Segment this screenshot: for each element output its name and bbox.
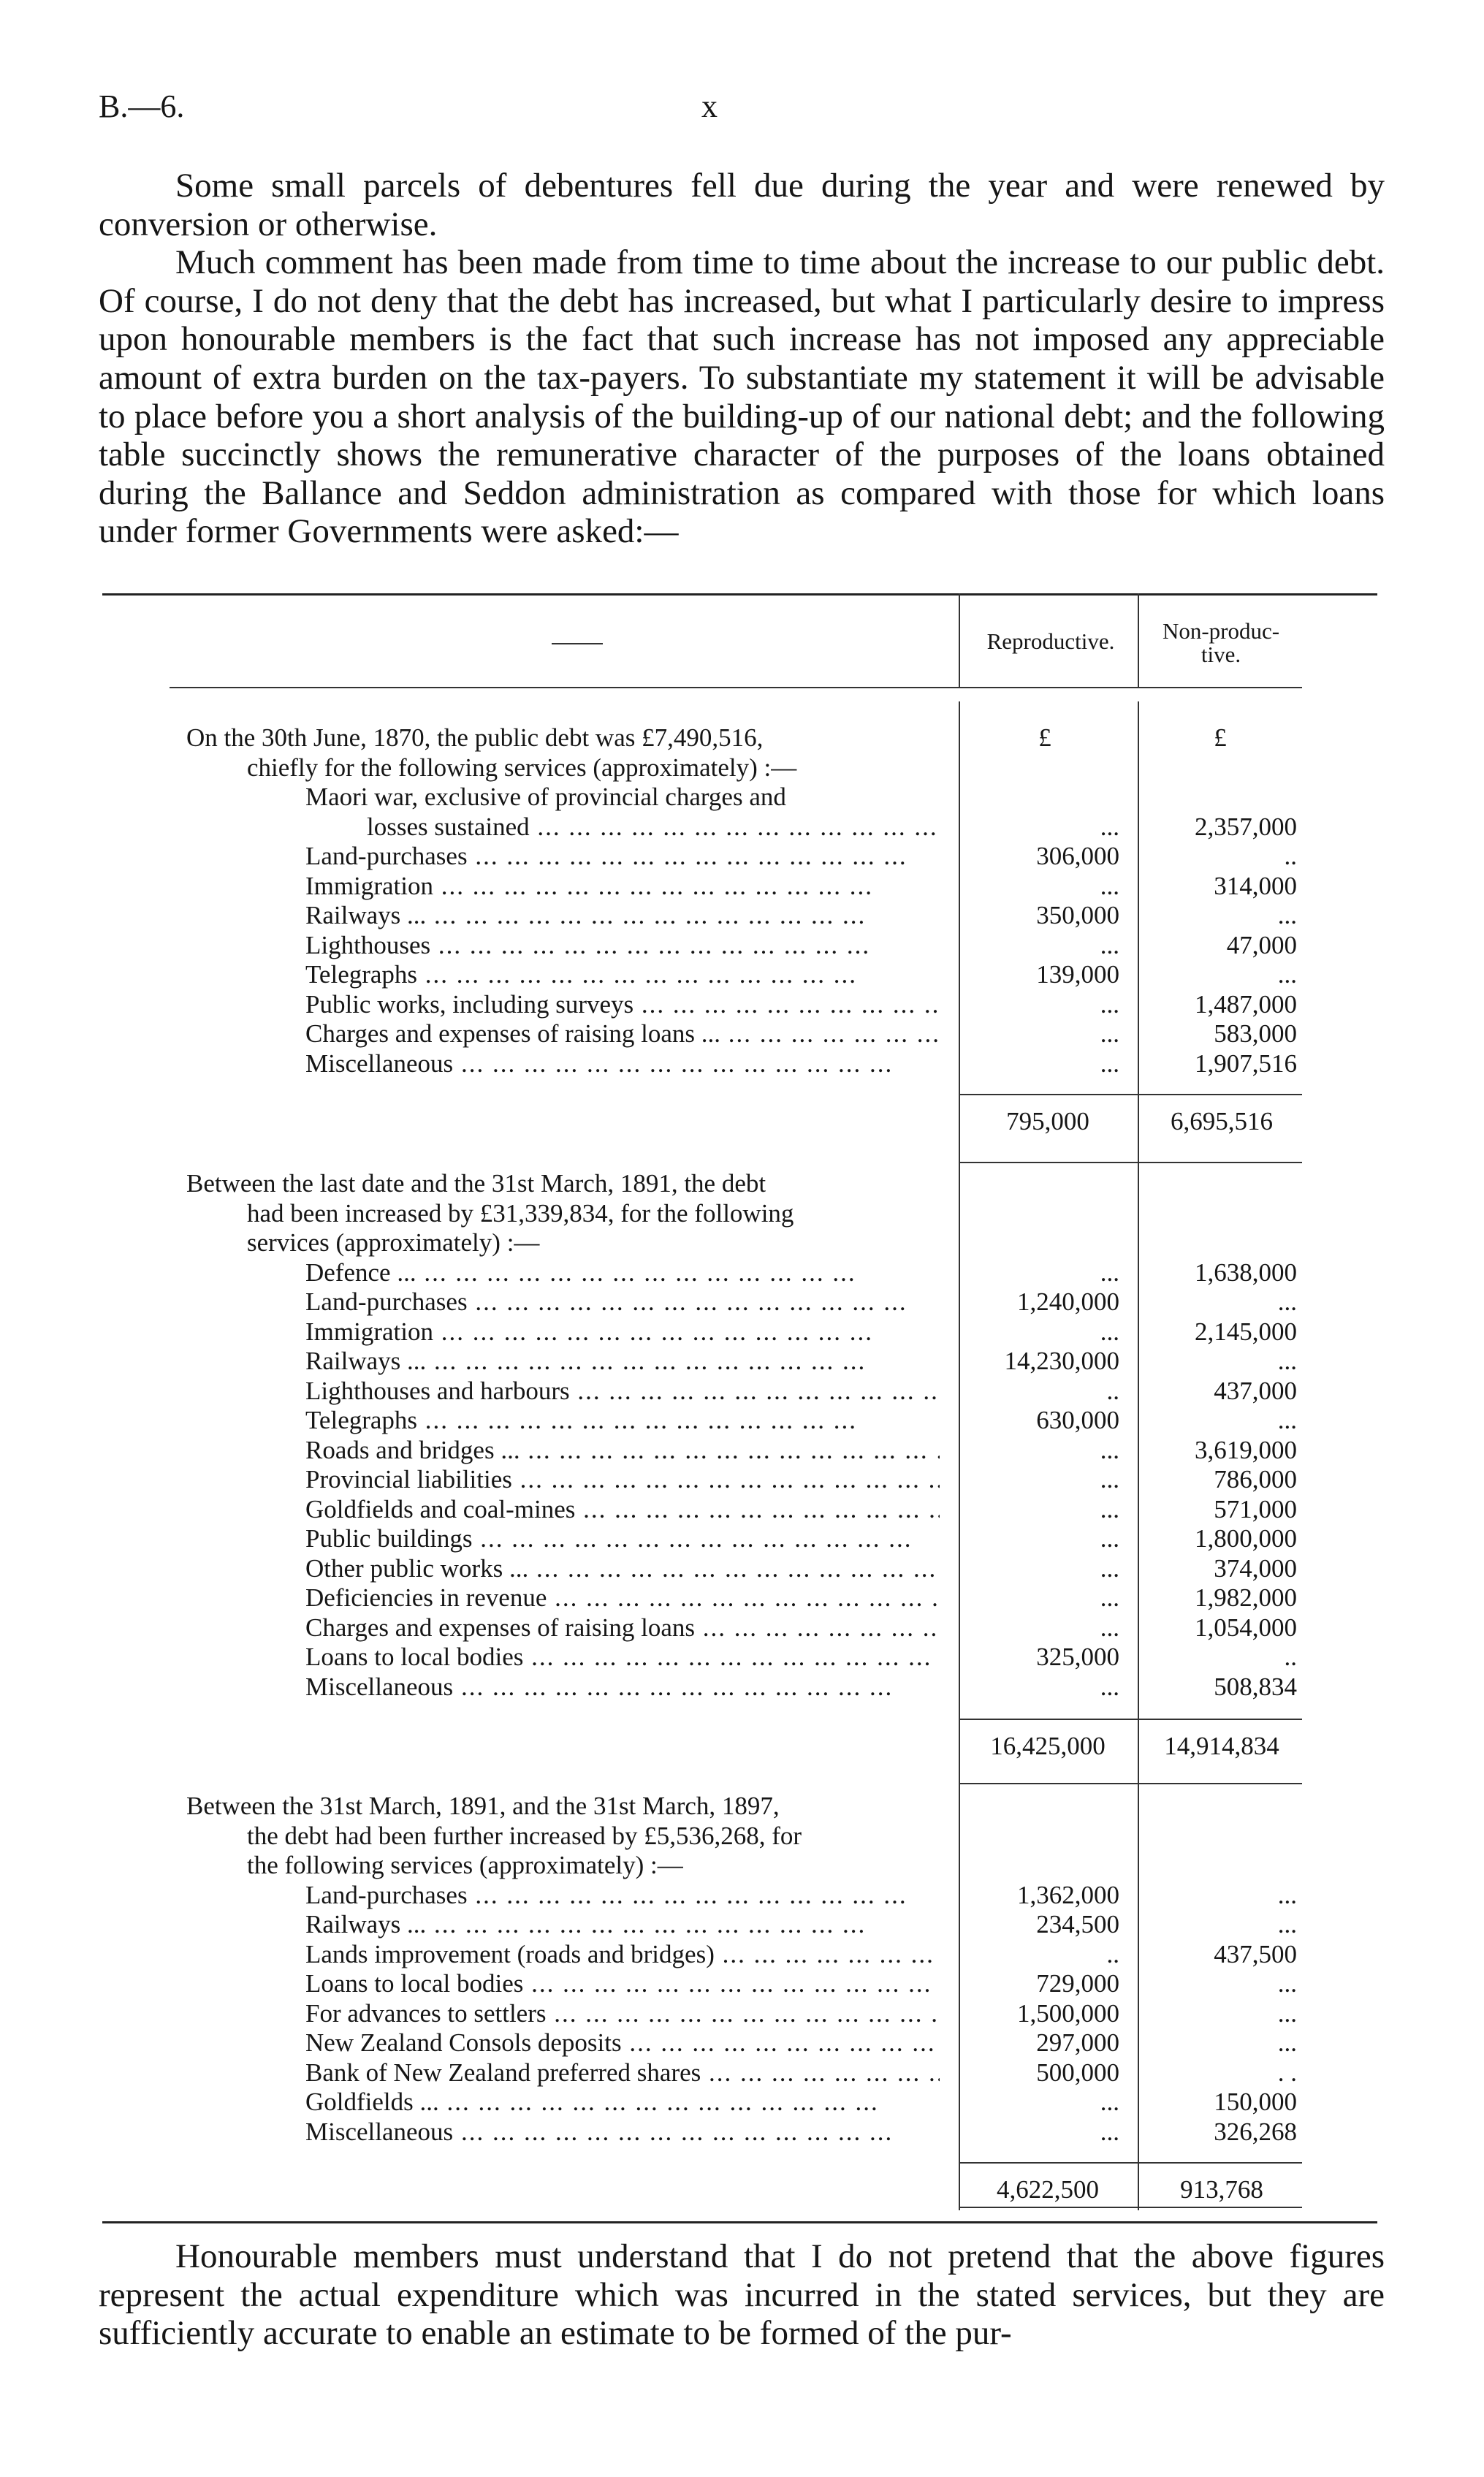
cell-non-productive: ... [1277,1287,1297,1316]
cell-non-productive: ... [1277,960,1297,989]
cell-non-productive: .. [1284,1643,1297,1671]
row-label: Land-purchases ... [305,1881,940,1911]
paragraph-closing: Honourable members must understand that I do not pretend that the above figures represent the actual expenditure which was incurred in the stated services, but they are sufficiently accurate to enable an estimate to be formed of the pur- [99,2237,1385,2353]
cell-non-productive: 571,000 [1214,1495,1297,1523]
row-label: Telegraphs ... [305,1406,940,1436]
cell-non-productive: 1,487,000 [1195,990,1297,1019]
total-underline [959,2207,1138,2208]
table-row [0,1643,1484,1673]
table-row [0,1169,1484,1199]
subtotal-rule [1138,1719,1302,1720]
page-number: x [701,88,718,124]
table-row [0,1019,1484,1049]
cell-non-productive: 1,907,516 [1195,1049,1297,1078]
subtotal-rule [1138,1094,1302,1095]
row-label: Goldfields ... ... [305,2088,940,2118]
cell-non-productive: ... [1277,2028,1297,2057]
row-label: Public works, including surveys ... [305,990,940,1020]
row-label: Loans to local bodies ... [305,1643,940,1673]
cell-non-productive: 326,268 [1214,2118,1297,2146]
column-divider [1138,593,1139,687]
cell-reproductive: ... [1100,931,1119,959]
table-row [0,1317,1484,1347]
cell-non-productive: 47,000 [1226,931,1297,959]
row-label: Provincial liabilities ... [305,1465,940,1495]
table-row [0,1881,1484,1911]
cell-reproductive: ... [1100,1436,1119,1464]
table-row [0,1851,1484,1881]
table-row [0,753,1484,783]
cell-reproductive: ... [1100,990,1119,1019]
header-underline [170,687,1302,688]
row-label: had been increased by £31,339,834, for the following [247,1199,794,1228]
table-row [0,990,1484,1020]
table-row [0,783,1484,813]
row-label: Miscellaneous ... [305,1049,940,1079]
row-label: Bank of New Zealand preferred shares ... [305,2058,940,2088]
cell-non-productive: 314,000 [1214,872,1297,900]
cell-non-productive: ... [1277,1881,1297,1909]
column-header-line: tive. [1200,642,1241,667]
row-label: New Zealand Consols deposits ... [305,2028,940,2058]
row-label: Lighthouses ... [305,931,940,961]
column-divider [959,1165,960,1788]
cell-non-productive: 437,000 [1214,1377,1297,1405]
row-label: On the 30th June, 1870, the public debt was £7,490,516, [186,723,764,752]
table-row [0,1465,1484,1495]
total-underline [1138,1162,1302,1163]
table-row [0,1377,1484,1407]
cell-reproductive: ... [1100,813,1119,841]
column-divider [1138,701,1139,1165]
table-row [0,2088,1484,2118]
row-label: Other public works ... ... [305,1554,940,1584]
row-label: services (approximately) :— [247,1228,540,1257]
cell-reproductive: ... [1100,2088,1119,2116]
table-row [0,842,1484,872]
total-underline [1138,1783,1302,1784]
cell-reproductive: ... [1100,1317,1119,1346]
table-row [0,901,1484,931]
row-label: For advances to settlers ... [305,1999,940,2029]
subtotal-rule [959,1094,1138,1095]
cell-reproductive: 350,000 [1036,901,1119,929]
cell-reproductive: ... [1100,1583,1119,1612]
cell-reproductive: 297,000 [1036,2028,1119,2057]
cell-non-productive: ... [1277,1406,1297,1434]
cell-reproductive: .. [1106,1940,1119,1968]
column-header-reproductive: Reproductive. [986,628,1115,654]
cell-non-productive: 508,834 [1214,1673,1297,1701]
cell-reproductive: ... [1100,1673,1119,1701]
table-bottom-rule [102,2221,1377,2223]
row-label: Between the last date and the 31st March, 1891, the debt [186,1169,766,1198]
table-row [0,1792,1484,1822]
total-reproductive: 795,000 [1006,1107,1089,1135]
cell-reproductive: ... [1100,1258,1119,1287]
table-row [0,1613,1484,1643]
row-label: Railways ... ... [305,1910,940,1940]
row-label: losses sustained ... [367,813,940,842]
row-label: Deficiencies in revenue ... [305,1583,940,1613]
cell-reproductive: 1,240,000 [1017,1287,1119,1316]
table-row [0,1436,1484,1466]
cell-reproductive: 729,000 [1036,1969,1119,1998]
row-label: Loans to local bodies ... [305,1969,940,1999]
cell-non-productive: .. [1284,842,1297,870]
cell-reproductive: 234,500 [1036,1910,1119,1938]
cell-reproductive: 139,000 [1036,960,1119,989]
table-row [0,2058,1484,2088]
cell-reproductive: 325,000 [1036,1643,1119,1671]
row-label: Telegraphs ... [305,960,940,990]
table-row [0,2028,1484,2058]
table-row [0,813,1484,842]
table-row [0,1406,1484,1436]
table-row [0,1910,1484,1940]
table-row [0,2118,1484,2147]
row-label: the debt had been further increased by £5,536,268, for [247,1822,802,1850]
total-non-productive: 6,695,516 [1171,1107,1273,1135]
total-underline [1138,2207,1302,2208]
table-row [0,1554,1484,1584]
cell-non-productive: ... [1277,1347,1297,1375]
table-row [0,872,1484,902]
subtotal-rule [959,1719,1138,1720]
cell-reproductive: ... [1100,2118,1119,2146]
cell-reproductive: 14,230,000 [1004,1347,1119,1375]
cell-reproductive: ... [1100,1019,1119,1048]
cell-non-productive: ... [1277,901,1297,929]
table-row [0,1495,1484,1525]
table-row [0,1524,1484,1554]
table-row [0,1673,1484,1702]
row-label: Charges and expenses of raising loans ... [305,1613,940,1643]
table-row [0,960,1484,990]
total-underline [959,1783,1138,1784]
total-non-productive: 913,768 [1180,2175,1263,2204]
page-code: B.—6. [99,88,185,124]
cell-non-productive: 1,054,000 [1195,1613,1297,1642]
cell-reproductive: £ [1038,723,1051,752]
cell-reproductive: 630,000 [1036,1406,1119,1434]
paragraph-debentures: Some small parcels of debentures fell due during the year and were renewed by conversion or otherwise. [99,167,1385,243]
table-row [0,1940,1484,1970]
cell-non-productive: ... [1277,1969,1297,1998]
total-reproductive: 16,425,000 [990,1732,1106,1760]
cell-non-productive: 2,357,000 [1195,813,1297,841]
cell-non-productive: 786,000 [1214,1465,1297,1494]
row-label: Lighthouses and harbours ... [305,1377,940,1407]
row-label: Roads and bridges ... ... [305,1436,940,1466]
row-label: Land-purchases ... [305,842,940,872]
cell-non-productive: . . [1277,2058,1297,2087]
row-label: Charges and expenses of raising loans ... ... [305,1019,940,1049]
closing-text [99,2237,1385,2353]
cell-reproductive: 306,000 [1036,842,1119,870]
table-row [0,1287,1484,1317]
table-row [0,1969,1484,1999]
cell-non-productive: £ [1214,723,1227,752]
table-row [0,1199,1484,1229]
subtotal-rule [959,2162,1138,2164]
column-header-non-productive [1140,620,1302,666]
cell-non-productive: 1,800,000 [1195,1524,1297,1553]
cell-reproductive: ... [1100,1049,1119,1078]
row-label: Railways ... ... [305,1347,940,1377]
cell-non-productive: 150,000 [1214,2088,1297,2116]
cell-non-productive: 437,500 [1214,1940,1297,1968]
total-reproductive: 4,622,500 [997,2175,1099,2204]
column-divider [959,1788,960,2210]
row-label: Maori war, exclusive of provincial charges and [305,783,786,811]
cell-reproductive: ... [1100,1524,1119,1553]
cell-reproductive: ... [1100,1613,1119,1642]
cell-non-productive: 2,145,000 [1195,1317,1297,1346]
row-label: Land-purchases ... [305,1287,940,1317]
cell-non-productive: ... [1277,1999,1297,2028]
cell-non-productive: 1,638,000 [1195,1258,1297,1287]
total-non-productive: 14,914,834 [1164,1732,1279,1760]
column-divider [1138,1788,1139,2210]
header-dash [552,643,603,644]
row-label: Immigration ... [305,1317,940,1347]
paragraph-public-debt: Much comment has been made from time to time about the increase to our public debt. Of course, I do not deny that the debt has increased, but what I particularly desire to impress upon honourable members is the fact that such increase has not imposed any appreciable amount of extra burden on the tax-payers. To substantiate my statement it will be advisable to place before you a short analysis of the building-up of our national debt; and the following table succinctly shows the remunerative character of the purposes of the loans obtained during the Ballance and Seddon administration as compared with those for which loans under former Governments were asked:— [99,243,1385,551]
cell-non-productive: 583,000 [1214,1019,1297,1048]
row-label: chiefly for the following services (approximately) :— [247,753,797,782]
row-label: the following services (approximately) :— [247,1851,683,1879]
table-row [0,1258,1484,1288]
column-divider [959,701,960,1165]
total-underline [959,1162,1138,1163]
cell-non-productive: 3,619,000 [1195,1436,1297,1464]
table-row [0,931,1484,961]
table-top-rule [102,593,1377,596]
table-row [0,723,1484,753]
cell-reproductive: ... [1100,1495,1119,1523]
row-label: Lands improvement (roads and bridges) ... [305,1940,940,1970]
cell-non-productive: 374,000 [1214,1554,1297,1583]
cell-non-productive: 1,982,000 [1195,1583,1297,1612]
row-label: Immigration ... [305,872,940,902]
cell-reproductive: 1,500,000 [1017,1999,1119,2028]
table-row [0,1822,1484,1852]
row-label: Goldfields and coal-mines ... [305,1495,940,1525]
table-row [0,1583,1484,1613]
cell-reproductive: ... [1100,872,1119,900]
subtotal-rule [1138,2162,1302,2164]
column-divider [1138,1165,1139,1788]
cell-reproductive: ... [1100,1465,1119,1494]
column-divider [959,593,960,687]
table-row [0,1228,1484,1258]
row-label: Miscellaneous ... [305,2118,940,2147]
row-label: Railways ... ... [305,901,940,931]
cell-reproductive: ... [1100,1554,1119,1583]
cell-non-productive: ... [1277,1910,1297,1938]
table-row [0,1999,1484,2029]
cell-reproductive: .. [1106,1377,1119,1405]
table-row [0,1049,1484,1079]
column-header-line: Non-produc- [1162,618,1280,644]
row-label: Public buildings ... [305,1524,940,1554]
cell-reproductive: 500,000 [1036,2058,1119,2087]
cell-reproductive: 1,362,000 [1017,1881,1119,1909]
row-label: Defence ... ... [305,1258,940,1288]
intro-text [99,167,1385,551]
row-label: Between the 31st March, 1891, and the 31st March, 1897, [186,1792,780,1820]
table-row [0,1347,1484,1377]
row-label: Miscellaneous ... [305,1673,940,1702]
